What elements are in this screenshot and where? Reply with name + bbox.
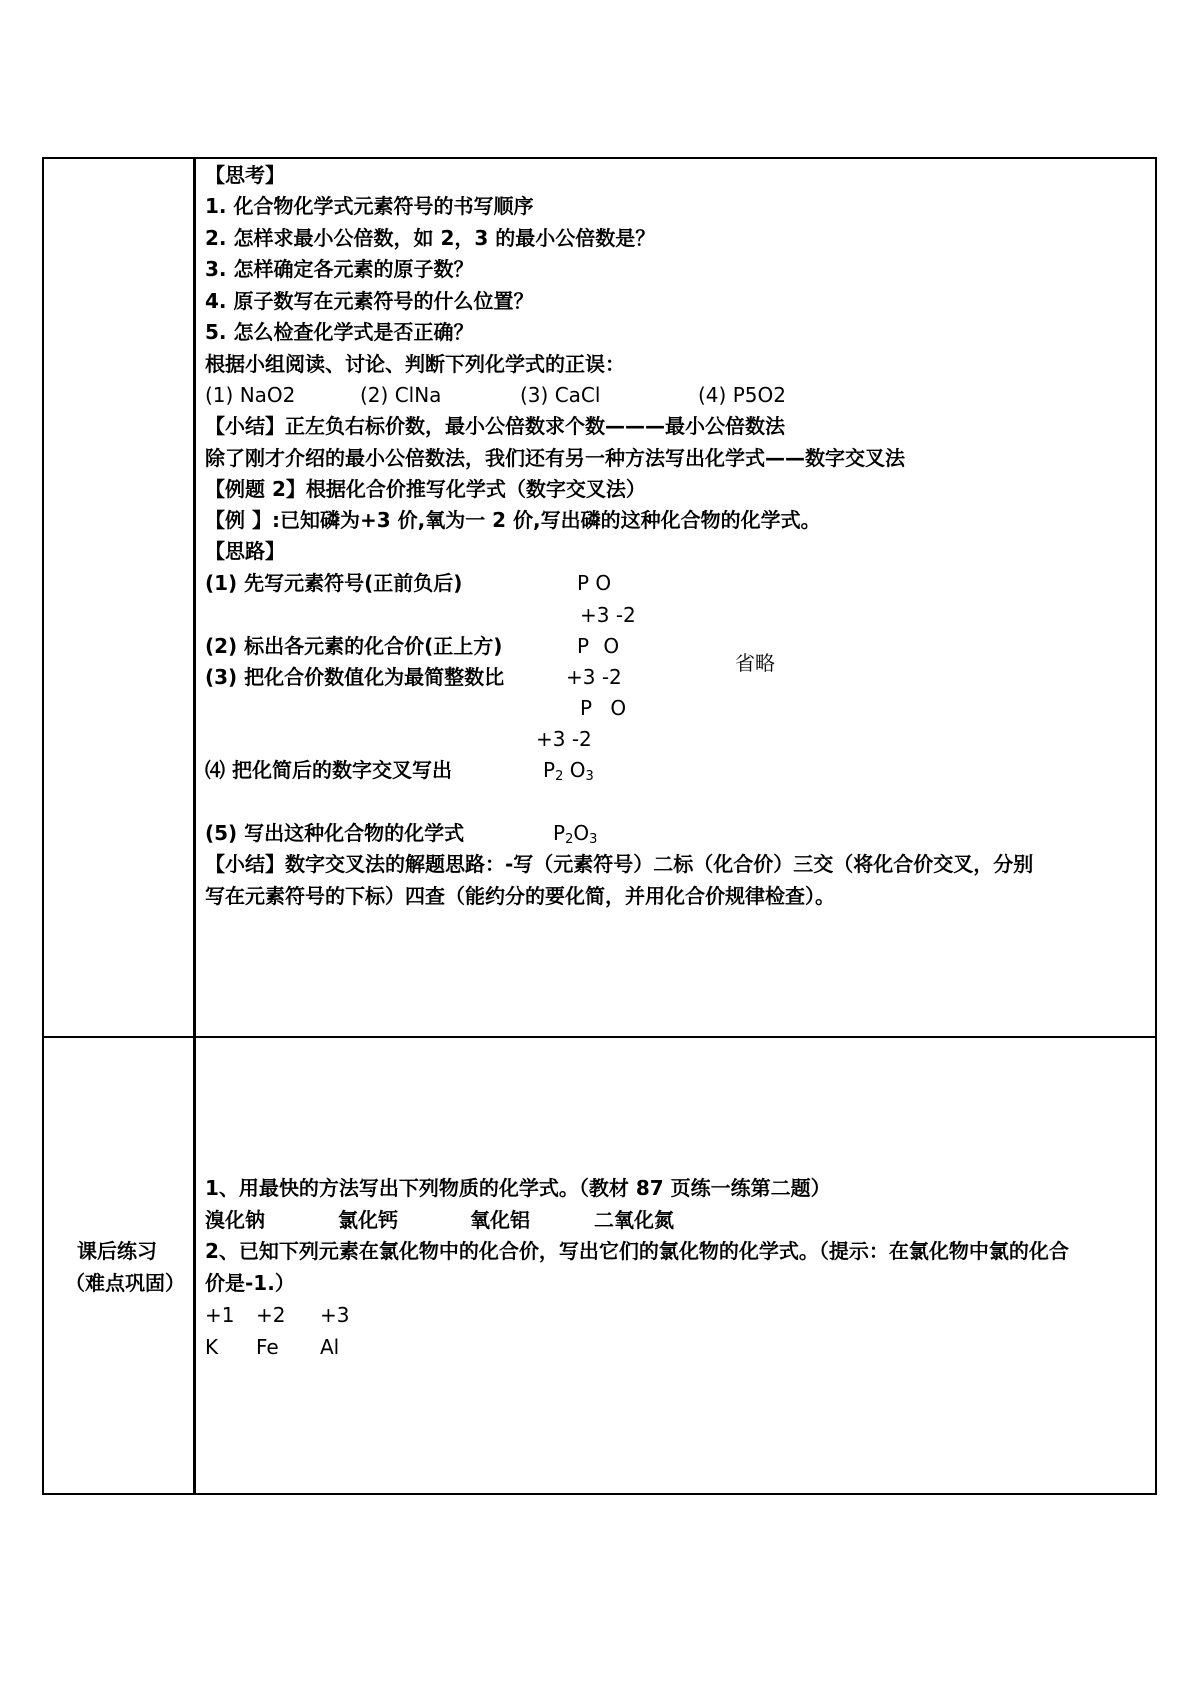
summary-2-line-2: 写在元素符号的下标）四查（能约分的要化简，并用化合价规律检查）。 [205, 884, 835, 908]
example-title: 【例题 2】根据化合价推写化学式（数字交叉法） [205, 477, 646, 501]
table-bottom-border [42, 1493, 1156, 1495]
step-3: (3) 把化合价数值化为最简整数比 [205, 665, 505, 689]
compound-3: 氧化铝 [470, 1208, 530, 1232]
step-2: (2) 标出各元素的化合价(正上方) [205, 634, 503, 658]
step-3-formula: P O [580, 696, 627, 720]
subscript-3: 3 [585, 769, 594, 784]
question-2: 2. 怎样求最小公倍数，如 2，3 的最小公倍数是？ [205, 226, 656, 250]
summary-2-line-1: 【小结】数字交叉法的解题思路：-写（元素符号）二标（化合价）三交（将化合价交叉，分别 [205, 852, 1034, 876]
example-text: 【例 】:已知磷为+3 价,氧为一 2 价,写出磷的这种化合物的化学式。 [205, 508, 821, 532]
step-4-valence: +3 -2 [536, 727, 592, 751]
table-top-border [42, 157, 1156, 159]
element-3: Al [320, 1335, 340, 1359]
question-3: 3. 怎样确定各元素的原子数？ [205, 257, 474, 281]
element-P: P [553, 821, 566, 845]
subscript-2: 2 [565, 832, 574, 847]
idea-header: 【思路】 [205, 539, 285, 563]
omit-note: 省略 [735, 651, 775, 675]
compound-4: 二氧化氮 [594, 1208, 674, 1232]
element-1: K [205, 1335, 219, 1359]
compound-1: 溴化钠 [205, 1208, 265, 1232]
task-2-line-1: 2、已知下列元素在氯化物中的化合价，写出它们的氯化物的化学式。（提示：在氯化物中氯的化合 [205, 1239, 1069, 1263]
subscript-3: 3 [589, 832, 598, 847]
exercise-label-line-1: 课后练习 [77, 1239, 157, 1263]
step-1-formula: P O [577, 571, 612, 595]
table-left-border [42, 157, 44, 1495]
step-4-formula [543, 759, 594, 785]
think-header: 【思考】 [205, 163, 285, 187]
compound-2: 氯化钙 [338, 1208, 398, 1232]
valence-2: +2 [256, 1303, 286, 1327]
transition-text: 除了刚才介绍的最小公倍数法，我们还有另一种方法写出化学式——数字交叉法 [205, 446, 905, 470]
valence-3: +3 [320, 1303, 350, 1327]
question-1: 1. 化合物化学式元素符号的书写顺序 [205, 194, 534, 218]
table-column-divider [193, 157, 196, 1495]
summary-1: 【小结】正左负右标价数，最小公倍数求个数———最小公倍数法 [205, 414, 785, 438]
formula-4: (4) P5O2 [698, 383, 786, 407]
step-2-formula: P O [577, 634, 620, 658]
task-1: 1、用最快的方法写出下列物质的化学式。（教材 87 页练一练第二题） [205, 1176, 831, 1200]
question-4: 4. 原子数写在元素符号的什么位置？ [205, 289, 534, 313]
element-2: Fe [256, 1335, 279, 1359]
formula-2: (2) ClNa [360, 383, 442, 407]
exercise-label-line-2: （难点巩固） [65, 1271, 185, 1295]
step-4: ⑷ 把化简后的数字交叉写出 [205, 758, 452, 782]
table-right-border [1155, 157, 1157, 1495]
step-5-formula [553, 822, 597, 848]
formula-1: (1) NaO2 [205, 383, 296, 407]
element-O: O [569, 758, 586, 782]
question-5: 5. 怎么检查化学式是否正确？ [205, 320, 474, 344]
element-P: P [543, 758, 556, 782]
table-mid-border [42, 1036, 1156, 1038]
valence-1: +1 [205, 1303, 235, 1327]
element-O: O [573, 821, 590, 845]
step-3-valence: +3 -2 [566, 665, 622, 689]
task-2-line-2: 价是-1.） [205, 1271, 295, 1295]
group-task: 根据小组阅读、讨论、判断下列化学式的正误： [205, 352, 625, 376]
step-1-valence: +3 -2 [580, 603, 636, 627]
formula-3: (3) CaCl [520, 383, 601, 407]
step-1: (1) 先写元素符号(正前负后) [205, 571, 463, 595]
subscript-2: 2 [555, 769, 564, 784]
step-5: (5) 写出这种化合物的化学式 [205, 821, 465, 845]
